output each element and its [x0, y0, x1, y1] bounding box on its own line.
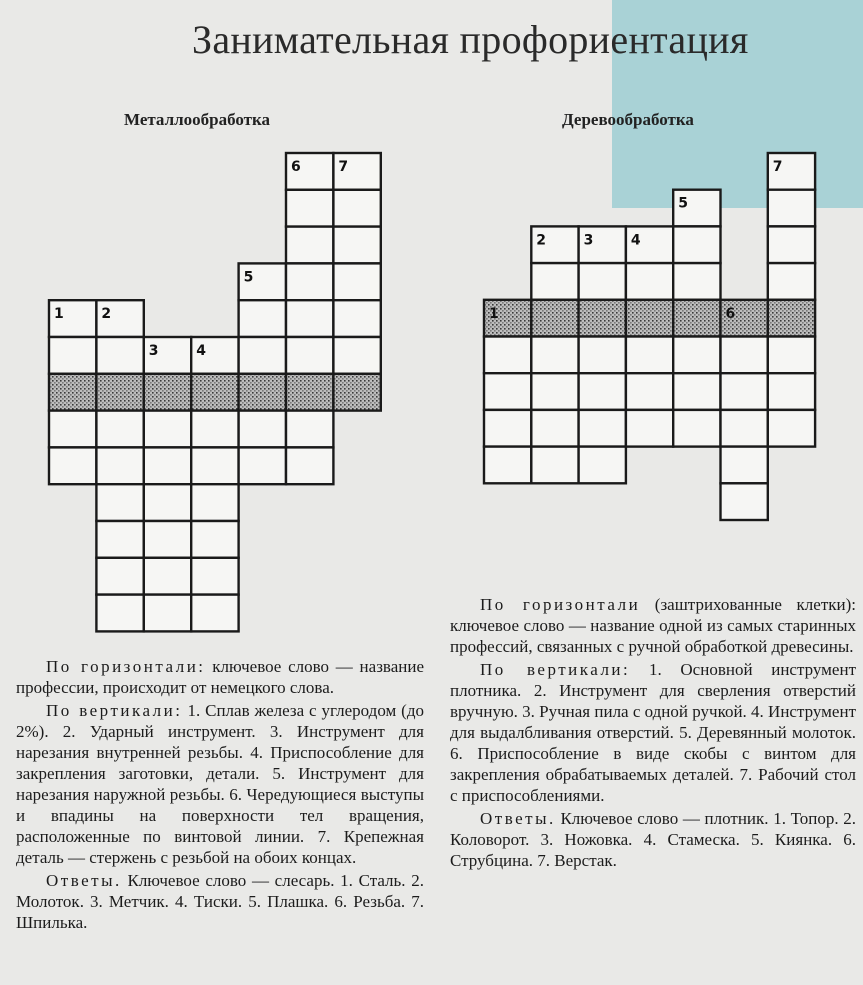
wood-cell: [673, 410, 720, 447]
wood-cell: [721, 447, 768, 484]
metal-clue-number-6: 6: [291, 159, 301, 175]
metal-clue-number-5: 5: [243, 269, 254, 286]
wood-horizontal-lead: По горизонтали: [480, 595, 641, 614]
metal-vertical-clues: [16, 700, 424, 868]
metal-horizontal-text: ключевое слово — название профессии, происходит от немецкого слова.: [16, 657, 424, 697]
wood-clue-number-4: 4: [630, 232, 641, 249]
wood-cell: [484, 410, 531, 447]
metal-answers-text: Ключевое слово — слесарь. 1. Сталь. 2. Молоток. 3. Метчик. 4. Тиски. 5. Плашка. 6. Резьба. 7. Шпилька.: [16, 871, 424, 932]
crossword-metal-title: Металлообработка: [124, 110, 271, 129]
wood-key-cell: [531, 300, 578, 337]
metal-vertical-lead: По вертикали:: [46, 701, 183, 720]
wood-vertical-lead: По вертикали:: [480, 660, 631, 679]
metal-vertical-text: 1. Сплав железа с углеродом (до 2%). 2. Ударный инструмент. 3. Инструмент для нарезания внутренней резьбы. 4. Приспособление для закрепления заготовки, детали. 5. Инструмент для нарезания наружной резьбы. 6. Чередующиеся выступы и впадины на поверхности тел вращения, расположенные по винтовой линии. 7. Крепежная деталь — стержень с резьбой на обоих концах.: [16, 701, 424, 867]
wood-cell: [531, 410, 578, 447]
wood-cell: [768, 373, 815, 410]
metal-answers: [16, 870, 424, 933]
wood-clue-number-3: 3: [583, 232, 594, 249]
metal-clue-number-7: 7: [338, 159, 349, 175]
wood-cell: [721, 337, 768, 374]
wood-cell: [768, 337, 815, 374]
wood-clue-number-2: 2: [536, 232, 547, 249]
wood-key-cell: [579, 300, 626, 337]
wood-key-cell: [626, 300, 673, 337]
page-title: Занимательная профориентация: [192, 17, 749, 62]
metal-clue-number-1: 1: [54, 306, 64, 323]
crossword-wood-title: Деревообработка: [562, 110, 694, 129]
metal-horizontal-lead: По горизонтали:: [46, 657, 206, 676]
metal-clue-number-3: 3: [148, 343, 159, 359]
wood-cell: [579, 263, 626, 300]
wood-cell: [531, 263, 578, 300]
wood-clue-number-6: 6: [725, 305, 736, 322]
wood-cell: [579, 410, 626, 447]
wood-key-cell: [673, 300, 720, 337]
wood-answers: [450, 808, 856, 871]
wood-cell: [721, 410, 768, 447]
wood-horizontal-text: (заштрихованные клетки): ключевое слово — название одной из самых старинных профессий, связанных с ручной обработкой древесины.: [450, 595, 856, 656]
wood-vertical-text: 1. Основной инструмент плотника. 2. Инструмент для сверления отверстий вручную. 3. Ручная пила с одной ручкой. 4. Инструмент для выдалбливания отверстий. 5. Деревянный молоток. 6. Приспособление в виде скобы с винтом для закрепления обрабатываемых деталей. 7. Рабочий стол с приспособлениями.: [450, 660, 856, 805]
wood-cell: [673, 226, 720, 263]
wood-cell: [484, 373, 531, 410]
metal-horizontal-clue: [16, 656, 424, 698]
wood-cell: [626, 410, 673, 447]
metal-answers-lead: Ответы.: [46, 871, 122, 890]
wood-cell: [579, 447, 626, 484]
wood-cell: [768, 263, 815, 300]
wood-clue-number-7: 7: [772, 159, 783, 175]
wood-cell: [531, 373, 578, 410]
wood-cell: [484, 337, 531, 374]
wood-cell: [768, 226, 815, 263]
crossword-metal-clues: [16, 656, 424, 935]
wood-cell: [721, 483, 768, 520]
wood-horizontal-clue: [450, 594, 856, 657]
wood-cell: [673, 263, 720, 300]
wood-cell: [579, 337, 626, 374]
wood-cell: [768, 190, 815, 227]
wood-cell: [579, 373, 626, 410]
metal-clue-number-4: 4: [196, 343, 206, 359]
wood-cell: [484, 447, 531, 484]
wood-answers-lead: Ответы.: [480, 809, 556, 828]
wood-cell: [626, 263, 673, 300]
wood-cell: [673, 373, 720, 410]
wood-key-cell: [768, 300, 815, 337]
metal-clue-number-2: 2: [101, 306, 112, 323]
wood-clue-number-1: 1: [489, 305, 499, 322]
wood-cell: [768, 410, 815, 447]
wood-cell: [531, 447, 578, 484]
wood-cell: [531, 337, 578, 374]
wood-cell: [721, 373, 768, 410]
wood-cell: [626, 373, 673, 410]
wood-clue-number-5: 5: [678, 195, 688, 212]
crossword-wood-clues: [450, 594, 856, 873]
wood-cell: [626, 337, 673, 374]
wood-vertical-clues: [450, 659, 856, 806]
wood-answers-text: Ключевое слово — плотник. 1. Топор. 2. Коловорот. 3. Ножовка. 4. Стамеска. 5. Киянка. 6. Струбцина. 7. Верстак.: [450, 809, 856, 870]
wood-cell: [673, 337, 720, 374]
